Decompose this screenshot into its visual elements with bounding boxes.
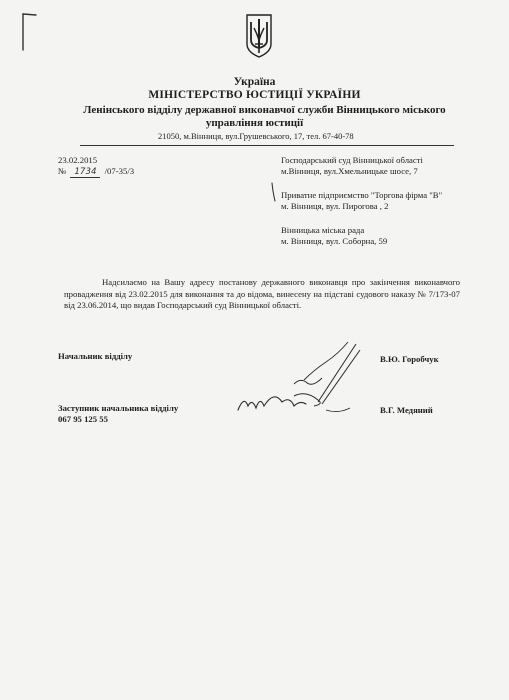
recipient-name: Господарський суд Вінницької області — [281, 155, 423, 165]
recipient-block — [281, 155, 423, 177]
recipient-address: м.Вінниця, вул.Хмельницьке шосе, 7 — [281, 166, 418, 176]
recipient-name: Вінницька міська рада — [281, 225, 365, 235]
recipient-address: м. Вінниця, вул. Соборна, 59 — [281, 236, 388, 246]
country-name: Україна — [233, 76, 276, 88]
department-name: Ленінського відділу державної виконавчої служби Вінницького міського — [83, 104, 446, 116]
recipient-name: Приватне підприємство "Торгова фірма "В" — [281, 190, 443, 200]
handwritten-number: 1734 — [70, 167, 100, 178]
handwritten-signature — [234, 340, 364, 425]
chief-title: Начальник відділу — [58, 351, 133, 361]
deputy-title: Заступник начальника відділу — [58, 403, 179, 413]
deputy-phone: 067 95 125 55 — [58, 414, 108, 424]
department-name-cont: управління юстиції — [205, 117, 304, 129]
trident-emblem-icon — [246, 14, 272, 58]
letter-number — [58, 166, 134, 178]
recipient-block — [281, 225, 387, 247]
body-paragraph: Надсилаємо на Вашу адресу постанову державного виконавця про закінчення виконавчого провадження від 23.02.2015 для виконання та до відома, винесену на підставі судового наказу № 7/173-07 від 23.06.2014, що видав Господарський суд Вінницької області. — [64, 277, 460, 310]
header-divider — [80, 145, 454, 146]
letter-date: 23.02.2015 — [58, 155, 98, 165]
recipient-block — [281, 190, 442, 212]
corner-pen-mark — [14, 12, 38, 52]
recipient-address: м. Вінниця, вул. Пирогова , 2 — [281, 201, 389, 211]
letter-body — [64, 277, 460, 312]
office-address: 21050, м.Вінниця, вул.Грушевського, 17, тел. 67-40-78 — [158, 131, 354, 141]
chief-name: В.Ю. Горобчук — [380, 354, 439, 364]
number-suffix: /07-35/3 — [104, 166, 135, 176]
deputy-name: В.Г. Медяний — [380, 405, 433, 415]
ministry-name: МІНІСТЕРСТВО ЮСТИЦІЇ УКРАЇНИ — [148, 89, 361, 101]
number-sign: № — [58, 166, 67, 176]
